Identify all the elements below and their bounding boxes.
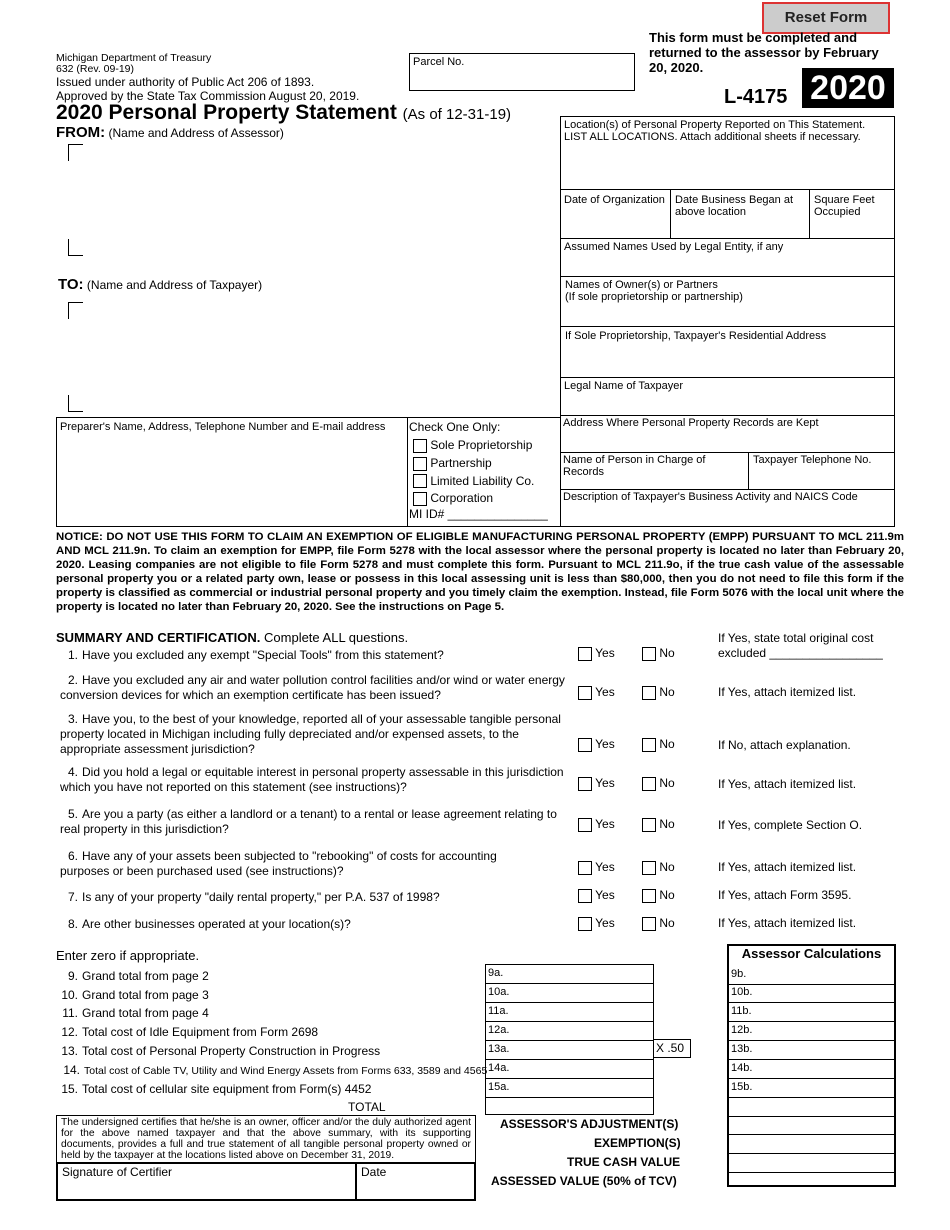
line-num: 15. (61, 1082, 78, 1096)
question-text: Are you a party (as either a landlord or a tenant) to a rental or lease agreement relating to real property in this jurisdiction? (60, 807, 557, 836)
checkbox[interactable] (413, 457, 427, 471)
summary-heading (56, 630, 408, 645)
question-text: Have any of your assets been subjected to "rebooking" of costs for accounting purposes or been purchased used (see instructions)? (60, 849, 497, 878)
field-label: 11a. (488, 1005, 509, 1017)
owners-sub: (If sole proprietorship or partnership) (565, 291, 743, 303)
option-label: Limited Liability Co. (430, 473, 535, 488)
line-11b-field[interactable] (729, 1003, 894, 1022)
question-text: Are other businesses operated at your location(s)? (82, 917, 351, 931)
owners-label: Names of Owner(s) or Partners (565, 279, 718, 291)
description-box[interactable] (560, 489, 895, 527)
assumed-names-box[interactable] (560, 238, 895, 277)
q3-no-checkbox[interactable] (642, 738, 656, 752)
to-label: TO: (58, 276, 84, 293)
no-label: No (659, 916, 675, 930)
option-label: Sole Proprietorship (430, 438, 533, 452)
line-num: 11. (62, 1006, 78, 1020)
check-sole-prop[interactable] (413, 438, 561, 453)
q3-yes-checkbox[interactable] (578, 738, 592, 752)
date-organization-box[interactable] (560, 189, 671, 239)
line-text: Total cost of Personal Property Construction in Progress (82, 1044, 381, 1058)
authority-text: Issued under authority of Public Act 206 of 1893. (56, 75, 315, 89)
line-text: Grand total from page 4 (82, 1006, 209, 1020)
field-label: 9b. (731, 968, 747, 980)
residential-address-box[interactable] (560, 326, 895, 378)
legal-name-label: Legal Name of Taxpayer (564, 380, 684, 392)
question-text: Have you excluded any air and water pollution control facilities and/or wind or water energy conversion devices for which an exemption certificate has been issued? (60, 673, 565, 702)
date-org-label: Date of Organization (564, 194, 665, 206)
preparer-box[interactable] (56, 417, 408, 527)
yes-label: Yes (595, 888, 615, 902)
question-instruction: If Yes, attach itemized list. (718, 860, 857, 874)
field-label: 13b. (731, 1043, 753, 1055)
to-heading (58, 276, 262, 293)
assumed-names-label: Assumed Names Used by Legal Entity, if any (564, 241, 784, 253)
certification-text: The undersigned certifies that he/she is an owner, officer and/or the duly authorized agent for the above named taxpayer and that the above summary, with its supporting documents, provides a full and true statement of all tangible personal property owned or held by the taxpayer at the locations listed above on December 31, 2019. (61, 1117, 471, 1161)
line-num: 9. (67, 969, 78, 983)
dept-name: Michigan Department of Treasury (56, 52, 212, 64)
question-text: Did you hold a legal or equitable interest in personal property assessable in this jurisdiction which you have not reported on this statement (see instructions)? (60, 765, 564, 794)
option-label: Corporation (430, 491, 494, 506)
signature-label: Signature of Certifier (62, 1165, 173, 1179)
yes-label: Yes (595, 916, 615, 930)
date-field[interactable] (355, 1162, 476, 1201)
field-label: 13a. (488, 1043, 510, 1055)
checkbox[interactable] (413, 474, 427, 488)
option-label: Partnership (430, 455, 492, 470)
q6-yes-checkbox[interactable] (578, 861, 592, 875)
summary-title: SUMMARY AND CERTIFICATION. (56, 630, 261, 645)
question-text: Have you excluded any exempt "Special Tools" from this statement? (82, 648, 444, 662)
check-one-label: Check One Only: (409, 420, 501, 434)
line-text: Total cost of Cable TV, Utility and Wind Energy Assets from Forms 633, 3589 and 4565 (84, 1065, 488, 1077)
line-num: 10. (61, 988, 78, 1002)
to-address-area[interactable] (68, 302, 528, 412)
line-text: Grand total from page 2 (82, 969, 209, 983)
check-llc[interactable] (413, 474, 561, 489)
question-instruction: If Yes, attach itemized list. (718, 916, 857, 930)
check-partnership[interactable] (413, 456, 561, 471)
field-label: 12b. (731, 1024, 753, 1036)
line-13a-field[interactable] (485, 1040, 654, 1060)
assessed-value-label: ASSESSED VALUE (50% of TCV) (491, 1174, 677, 1188)
field-label: 11b. (731, 1005, 752, 1017)
person-charge-label: Name of Person in Charge of Records (563, 454, 706, 478)
q1-yes-checkbox[interactable] (578, 647, 592, 661)
q4-yes-checkbox[interactable] (578, 777, 592, 791)
no-label: No (659, 888, 675, 902)
yes-label: Yes (595, 685, 615, 699)
q6-no-checkbox[interactable] (642, 861, 656, 875)
q8-yes-checkbox[interactable] (578, 917, 592, 931)
locations-box[interactable] (560, 116, 895, 190)
question-instruction: If Yes, attach Form 3595. (718, 888, 852, 902)
summary-sub: Complete ALL questions. (264, 630, 409, 645)
no-label: No (659, 776, 675, 790)
signature-field[interactable] (56, 1162, 357, 1201)
field-label: 12a. (488, 1024, 510, 1036)
adjustments-field[interactable] (729, 1116, 894, 1135)
as-of-date: (As of 12-31-19) (402, 106, 512, 123)
line-9b-field[interactable] (729, 966, 894, 985)
question-instruction: If No, attach explanation. (718, 738, 851, 752)
line-text: Grand total from page 3 (82, 988, 209, 1002)
yes-label: Yes (595, 817, 615, 831)
date-began-label: Date Business Began at above location (675, 194, 794, 218)
field-label: 10b. (731, 986, 753, 998)
empp-notice: NOTICE: DO NOT USE THIS FORM TO CLAIM AN EXEMPTION OF ELIGIBLE MANUFACTURING PERSONAL PROPERTY (EMPP) PURSUANT TO MCL 211.9m AND MCL 211.9n. To claim an exemption for EMPP, file Form 5278 with the local assessor where the personal property is located no later than February 20, 2020. Leasing companies are not eligible to file Form 5278 and must complete this form. Pursuant to MCL 211.9o, if the true cash value of the assessable personal property you or a related party own, lease or possess in this local assessing unit is less than $80,000, then you do not need to file this form if the property is classified as commercial or industrial personal property and you timely claim the exemption. Instead, file Form 5076 with the local unit where the property is located no later than February 20, 2020. See the instructions on Page 5. (56, 531, 904, 613)
line-15b-field[interactable] (729, 1079, 894, 1098)
mi-id-field[interactable]: MI ID# _______________ (409, 507, 548, 522)
line-9a-field[interactable] (485, 964, 654, 984)
records-address-label: Address Where Personal Property Records are Kept (563, 417, 819, 429)
title-text: 2020 Personal Property Statement (56, 101, 397, 124)
records-address-box[interactable] (560, 415, 895, 453)
q8-no-checkbox[interactable] (642, 917, 656, 931)
from-address-area[interactable] (68, 144, 528, 256)
line-num: 14. (63, 1063, 80, 1077)
true-cash-value-label: TRUE CASH VALUE (567, 1155, 681, 1169)
telephone-label: Taxpayer Telephone No. (753, 454, 872, 466)
line-12a-field[interactable] (485, 1021, 654, 1041)
yes-label: Yes (595, 860, 615, 874)
total-field[interactable] (485, 1097, 654, 1115)
field-label: 10a. (488, 986, 510, 998)
to-sub: (Name and Address of Taxpayer) (86, 278, 263, 292)
person-charge-box[interactable] (560, 452, 749, 490)
square-feet-label: Square Feet Occupied (814, 194, 875, 218)
question-instruction: If Yes, state total original cost excluded _________________ (718, 631, 883, 660)
question-text: Is any of your property "daily rental property," per P.A. 537 of 1998? (82, 890, 440, 904)
from-sub: (Name and Address of Assessor) (108, 126, 284, 140)
line-11a-field[interactable] (485, 1002, 654, 1022)
line-13b-field[interactable] (729, 1041, 894, 1060)
line-14b-field[interactable] (729, 1060, 894, 1079)
exemptions-label: EXEMPTION(S) (594, 1136, 681, 1150)
field-label: 14b. (731, 1062, 753, 1074)
date-label: Date (361, 1165, 387, 1179)
q7-no-checkbox[interactable] (642, 889, 656, 903)
form-number: L-4175 (724, 86, 788, 108)
legal-name-box[interactable] (560, 377, 895, 416)
field-label: 9a. (488, 967, 504, 979)
q5-yes-checkbox[interactable] (578, 818, 592, 832)
question-instruction: If Yes, complete Section O. (718, 818, 863, 832)
true-cash-value-field[interactable] (729, 1154, 894, 1173)
no-label: No (659, 860, 675, 874)
line-12b-field[interactable] (729, 1022, 894, 1041)
q2-no-checkbox[interactable] (642, 686, 656, 700)
square-feet-box[interactable] (809, 189, 895, 239)
checkbox[interactable] (413, 492, 427, 506)
check-corporation[interactable] (413, 491, 561, 506)
line-num: 13. (61, 1044, 78, 1058)
approved-text: Approved by the State Tax Commission August 20, 2019. (56, 89, 360, 103)
question-instruction: If Yes, attach itemized list. (718, 777, 857, 791)
field-label: 15a. (488, 1081, 510, 1093)
question-instruction: If Yes, attach itemized list. (718, 685, 857, 699)
yes-label: Yes (595, 646, 615, 660)
line-num: 12. (61, 1025, 78, 1039)
q4-no-checkbox[interactable] (642, 777, 656, 791)
q5-no-checkbox[interactable] (642, 818, 656, 832)
from-label: FROM: (56, 124, 106, 141)
no-label: No (659, 646, 675, 660)
owners-box[interactable] (560, 276, 895, 327)
telephone-box[interactable] (748, 452, 895, 490)
field-label: 14a. (488, 1062, 510, 1074)
assessor-calc-heading: Assessor Calculations (741, 946, 882, 961)
checkbox[interactable] (413, 439, 427, 453)
residential-label: If Sole Proprietorship, Taxpayer's Residential Address (565, 330, 827, 342)
question-text: Have you, to the best of your knowledge, reported all of your assessable tangible personal property located in Michigan including fully depreciated and/or expensed assets, to the appropriate assessment jurisdiction? (60, 712, 561, 756)
line-text: Total cost of cellular site equipment from Form(s) 4452 (82, 1082, 372, 1096)
line-14a-field[interactable] (485, 1059, 654, 1079)
assessor-adjustments-label: ASSESSOR'S ADJUSTMENT(S) (500, 1117, 679, 1131)
parcel-field[interactable] (409, 53, 635, 91)
date-began-box[interactable] (670, 189, 810, 239)
form-revision: 632 (Rev. 09-19) (56, 63, 135, 75)
no-label: No (659, 685, 675, 699)
from-heading (56, 124, 284, 141)
line-15a-field[interactable] (485, 1078, 654, 1098)
line-10b-field[interactable] (729, 984, 894, 1003)
no-label: No (659, 737, 675, 751)
q2-yes-checkbox[interactable] (578, 686, 592, 700)
exemptions-field[interactable] (729, 1135, 894, 1154)
yes-label: Yes (595, 776, 615, 790)
field-label: 15b. (731, 1081, 753, 1093)
page-title (56, 101, 511, 125)
line-text: Total cost of Idle Equipment from Form 2698 (82, 1025, 319, 1039)
enter-zero-note: Enter zero if appropriate. (56, 948, 200, 963)
no-label: No (659, 817, 675, 831)
form-year: 2020 (802, 68, 894, 108)
reset-form-button[interactable]: Reset Form (762, 2, 890, 34)
preparer-label: Preparer's Name, Address, Telephone Number and E-mail address (60, 421, 386, 433)
multiplier-box: X .50 (653, 1039, 691, 1058)
q7-yes-checkbox[interactable] (578, 889, 592, 903)
header-meta (56, 53, 211, 75)
parcel-label: Parcel No. (413, 56, 465, 68)
total-b-field[interactable] (729, 1098, 894, 1117)
line-10a-field[interactable] (485, 983, 654, 1003)
total-label: TOTAL (348, 1100, 386, 1114)
deadline-notice: This form must be completed and returned to the assessor by February 20, 2020. (649, 30, 879, 75)
description-label: Description of Taxpayer's Business Activity and NAICS Code (563, 491, 858, 503)
yes-label: Yes (595, 737, 615, 751)
q1-no-checkbox[interactable] (642, 647, 656, 661)
entity-type-group (407, 417, 561, 527)
locations-label: Location(s) of Personal Property Reported on This Statement. LIST ALL LOCATIONS. Attach additional sheets if necessary. (564, 119, 866, 143)
